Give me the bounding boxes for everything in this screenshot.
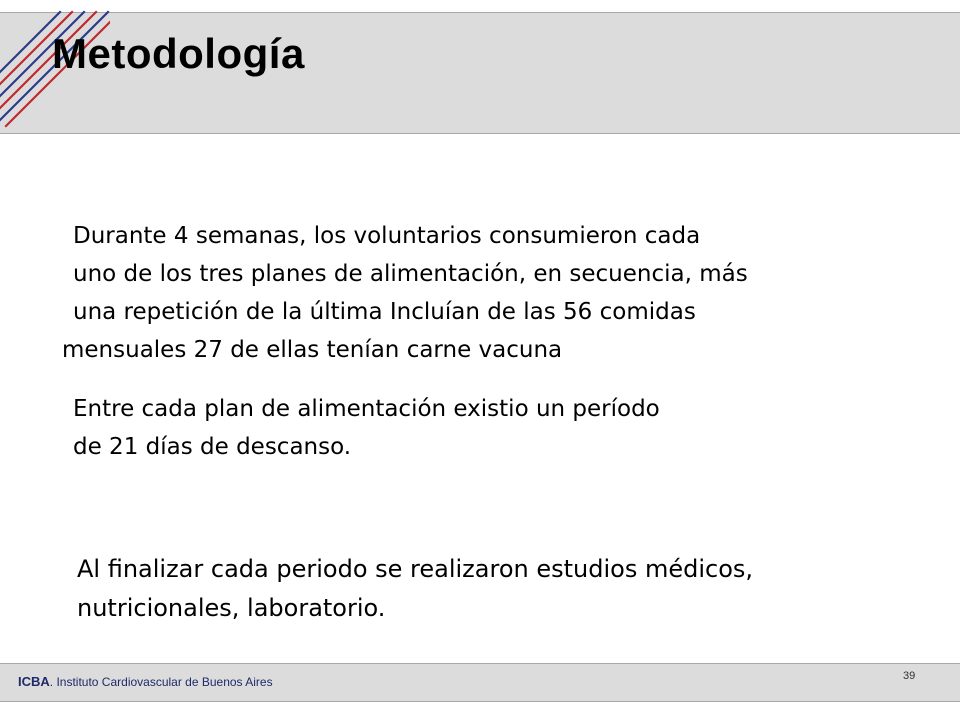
paragraph-line: mensuales 27 de ellas tenían carne vacuna: [62, 337, 563, 363]
footer-org-name: . Instituto Cardiovascular de Buenos Aires: [49, 675, 273, 689]
footer-org-abbr: ICBA: [18, 674, 50, 689]
paragraph-rest-period: [73, 390, 660, 466]
paragraph-studies: [77, 550, 753, 628]
paragraph-line: Al finalizar cada periodo se realizaron estudios médicos,: [77, 555, 754, 583]
footer-organization: [18, 674, 273, 689]
paragraph-line: Durante 4 semanas, los voluntarios consumieron cada: [73, 223, 701, 249]
paragraph-line: de 21 días de descanso.: [73, 434, 352, 460]
slide-title: Metodología: [52, 30, 305, 77]
footer-band: [0, 663, 960, 702]
paragraph-line: uno de los tres planes de alimentación, en secuencia, más: [73, 261, 748, 287]
page-number: 39: [903, 670, 916, 682]
paragraph-line: una repetición de la última Incluían de las 56 comidas: [73, 299, 696, 325]
paragraph-study-design: [62, 217, 748, 369]
paragraph-line: Entre cada plan de alimentación existio un período: [73, 396, 660, 422]
paragraph-line: nutricionales, laboratorio.: [77, 594, 386, 622]
